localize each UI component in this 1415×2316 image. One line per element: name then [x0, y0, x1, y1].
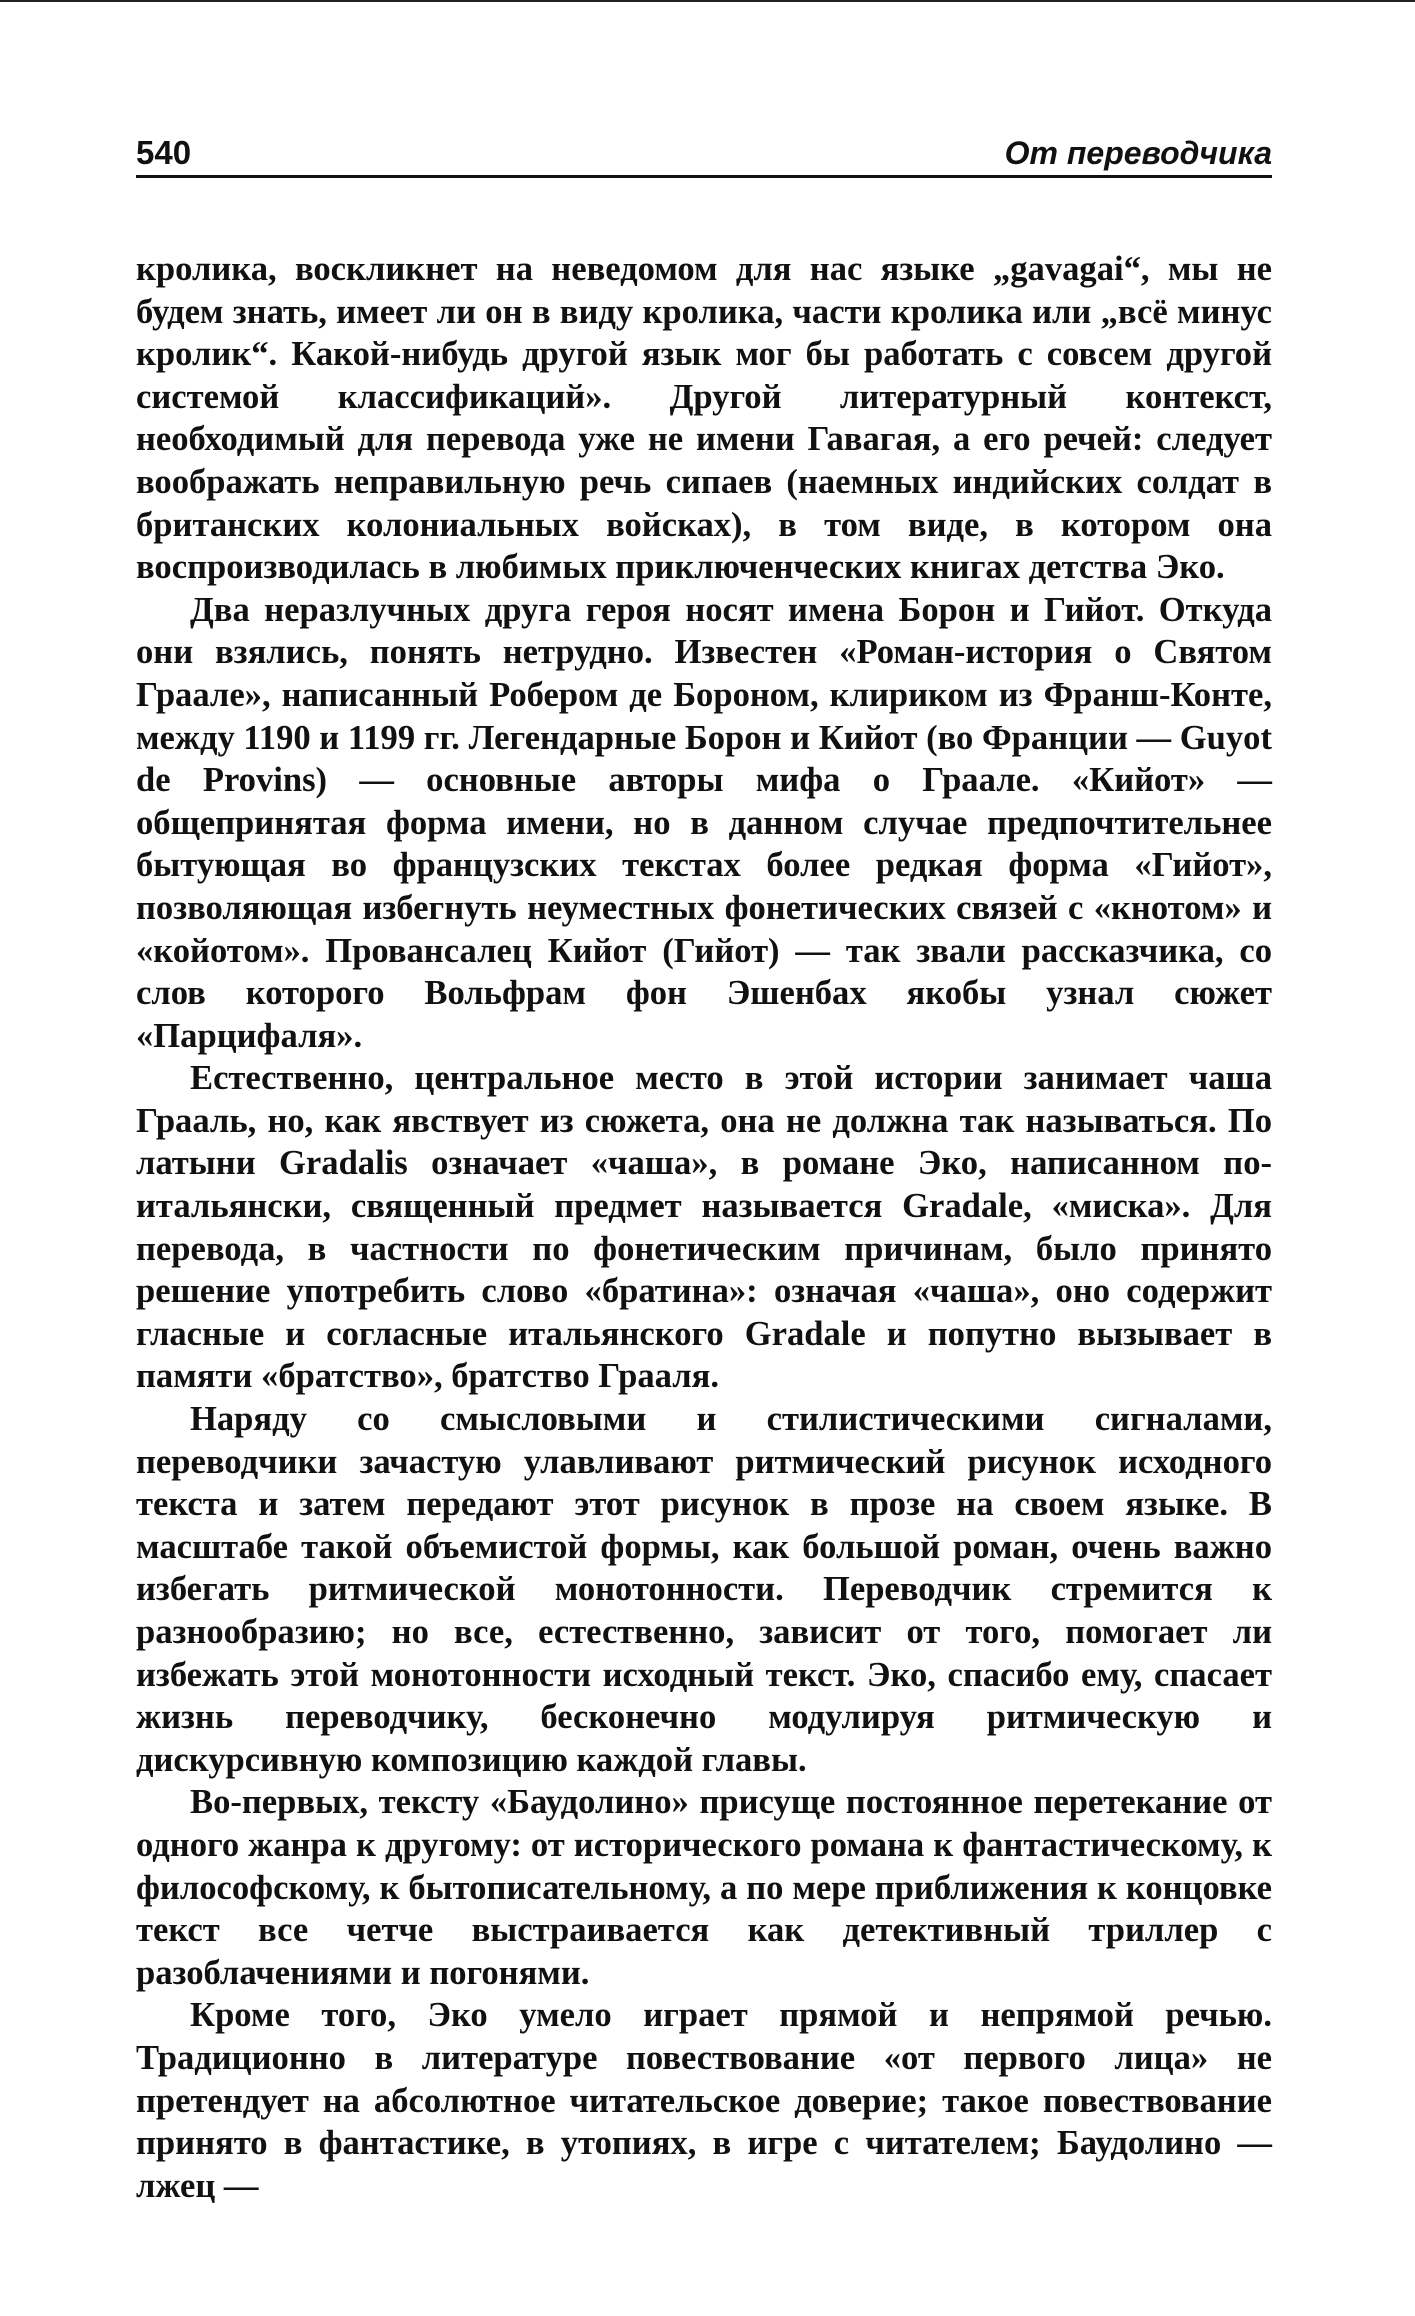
page-number: 540: [136, 134, 192, 171]
paragraph: Естественно, центральное место в этой истории занимает чаша Грааль, но, как явствует из сюжета, она не должна так называться. По латыни Gradalis означает «чаша», в романе Эко, написанном по-итальянски, священный предмет называется Gradale, «миска». Для перевода, в частности по фонетическим причинам, было принято решение употребить слово «братина»: означая «чаша», оно содержит гласные и согласные итальянского Gradale и попутно вызывает в памяти «братство», братство Грааля.: [136, 1059, 1272, 1396]
scan-edge-line: [0, 0, 1415, 2]
paragraph: Два неразлучных друга героя носят имена Борон и Гийот. Откуда они взялись, понять нетрудно. Известен «Роман-история о Святом Граале», написанный Робером де Бороном, клириком из Франш-Конте, между 1190 и 1199 гг. Легендарные Борон и Кийот (во Франции — Guyot de Provins) — основные авторы мифа о Граале. «Кийот» — общепринятая форма имени, но в данном случае предпочтительнее бытующая во французских текстах более редкая форма «Гийот», позволяющая избегнуть неуместных фонетических связей с «кнотом» и «койотом». Провансалец Кийот (Гийот) — так звали рассказчика, со слов которого Вольфрам фон Эшенбах якобы узнал сюжет «Парцифаля».: [136, 590, 1272, 1055]
page-header: [136, 126, 1272, 178]
paragraph: Во-первых, тексту «Баудолино» присуще постоянное перетекание от одного жанра к другому: от исторического романа к фантастическому, к философскому, к бытописательному, а по мере приближения к концовке текст все четче выстраивается как детективный триллер с разоблачениями и погонями.: [136, 1783, 1272, 1992]
running-title: От переводчика: [1004, 135, 1272, 171]
body-text: [136, 248, 1272, 2207]
paragraph: Наряду со смысловыми и стилистическими сигналами, переводчики зачастую улавливают ритмический рисунок исходного текста и затем передают этот рисунок в прозе на своем языке. В масштабе такой объемистой формы, как большой роман, очень важно избегать ритмической монотонности. Переводчик стремится к разнообразию; но все, естественно, зависит от того, помогает ли избежать этой монотонности исходный текст. Эко, спасибо ему, спасает жизнь переводчику, бесконечно модулируя ритмическую и дискурсивную композицию каждой главы.: [136, 1400, 1272, 1779]
paragraph: Кроме того, Эко умело играет прямой и непрямой речью. Традиционно в литературе повествование «от первого лица» не претендует на абсолютное читательское доверие; такое повествование принято в фантастике, в утопиях, в игре с читателем; Баудолино — лжец —: [136, 1996, 1272, 2205]
paragraph: кролика, воскликнет на неведомом для нас языке „gavagai“, мы не будем знать, имеет ли он в виду кролика, части кролика или „всё минус кролик“. Какой-нибудь другой язык мог бы работать с совсем другой системой классификаций». Другой литературный контекст, необходимый для перевода уже не имени Гавагая, а его речей: следует воображать неправильную речь сипаев (наемных индийских солдат в британских колониальных войсках), в том виде, в котором она воспроизводилась в любимых приключенческих книгах детства Эко.: [136, 250, 1272, 587]
